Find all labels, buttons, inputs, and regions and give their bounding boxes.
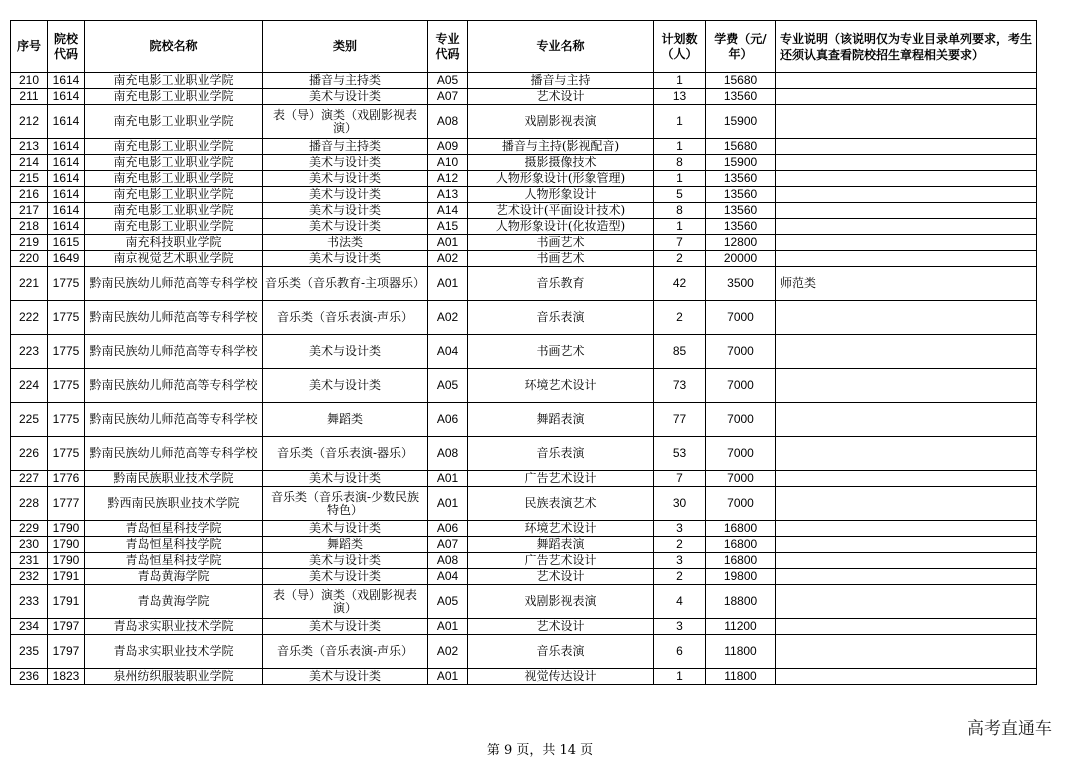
school-name-cell: 黔南民族幼儿师范高等专科学校	[85, 301, 263, 335]
major-code-cell: A15	[428, 219, 468, 235]
header-plan-count: 计划数（人）	[654, 21, 706, 73]
school-code-cell: 1614	[48, 155, 85, 171]
major-note-cell	[776, 89, 1037, 105]
table-row	[11, 619, 1037, 635]
category-cell: 美术与设计类	[263, 171, 428, 187]
school-code-cell: 1775	[48, 369, 85, 403]
table-row	[11, 471, 1037, 487]
table-row	[11, 203, 1037, 219]
major-note-cell	[776, 155, 1037, 171]
major-name-cell: 摄影摄像技术	[468, 155, 654, 171]
category-cell: 美术与设计类	[263, 471, 428, 487]
school-name-cell: 黔南民族职业技术学院	[85, 471, 263, 487]
table-row	[11, 235, 1037, 251]
serial-cell: 212	[11, 105, 48, 139]
major-name-cell: 人物形象设计(形象管理)	[468, 171, 654, 187]
major-code-cell: A01	[428, 487, 468, 521]
category-cell: 表（导）演类（戏剧影视表演）	[263, 585, 428, 619]
major-name-cell: 播音与主持(影视配音)	[468, 139, 654, 155]
school-name-cell: 南充电影工业职业学院	[85, 203, 263, 219]
plan-count-cell: 42	[654, 267, 706, 301]
school-name-cell: 黔南民族幼儿师范高等专科学校	[85, 369, 263, 403]
serial-cell: 229	[11, 521, 48, 537]
table-row	[11, 219, 1037, 235]
major-note-cell	[776, 619, 1037, 635]
serial-cell: 221	[11, 267, 48, 301]
major-name-cell: 音乐表演	[468, 301, 654, 335]
major-name-cell: 播音与主持	[468, 73, 654, 89]
major-note-cell	[776, 171, 1037, 187]
school-code-cell: 1614	[48, 89, 85, 105]
category-cell: 音乐类（音乐表演-声乐）	[263, 301, 428, 335]
brand-watermark: 高考直通车	[967, 719, 1052, 739]
serial-cell: 218	[11, 219, 48, 235]
major-name-cell: 广告艺术设计	[468, 471, 654, 487]
tuition-cell: 15680	[706, 139, 776, 155]
table-body	[11, 73, 1037, 685]
major-note-cell	[776, 585, 1037, 619]
major-code-cell: A01	[428, 669, 468, 685]
category-cell: 播音与主持类	[263, 139, 428, 155]
major-name-cell: 音乐表演	[468, 437, 654, 471]
table-row	[11, 403, 1037, 437]
plan-count-cell: 2	[654, 251, 706, 267]
major-note-cell	[776, 235, 1037, 251]
major-code-cell: A02	[428, 301, 468, 335]
school-name-cell: 黔南民族幼儿师范高等专科学校	[85, 335, 263, 369]
serial-cell: 232	[11, 569, 48, 585]
major-code-cell: A01	[428, 267, 468, 301]
major-note-cell	[776, 569, 1037, 585]
plan-count-cell: 2	[654, 537, 706, 553]
major-code-cell: A06	[428, 403, 468, 437]
school-code-cell: 1797	[48, 619, 85, 635]
major-code-cell: A08	[428, 553, 468, 569]
major-name-cell: 书画艺术	[468, 235, 654, 251]
tuition-cell: 15900	[706, 105, 776, 139]
school-name-cell: 青岛求实职业技术学院	[85, 619, 263, 635]
school-name-cell: 黔南民族幼儿师范高等专科学校	[85, 403, 263, 437]
tuition-cell: 13560	[706, 219, 776, 235]
tuition-cell: 16800	[706, 537, 776, 553]
school-code-cell: 1649	[48, 251, 85, 267]
school-name-cell: 南京视觉艺术职业学院	[85, 251, 263, 267]
major-code-cell: A01	[428, 471, 468, 487]
category-cell: 美术与设计类	[263, 219, 428, 235]
major-name-cell: 艺术设计	[468, 569, 654, 585]
header-serial: 序号	[11, 21, 48, 73]
school-code-cell: 1614	[48, 187, 85, 203]
plan-count-cell: 85	[654, 335, 706, 369]
school-code-cell: 1614	[48, 105, 85, 139]
serial-cell: 220	[11, 251, 48, 267]
major-note-cell	[776, 471, 1037, 487]
major-name-cell: 戏剧影视表演	[468, 585, 654, 619]
serial-cell: 224	[11, 369, 48, 403]
serial-cell: 210	[11, 73, 48, 89]
major-note-cell	[776, 537, 1037, 553]
serial-cell: 214	[11, 155, 48, 171]
school-name-cell: 青岛恒星科技学院	[85, 537, 263, 553]
header-major-code: 专业代码	[428, 21, 468, 73]
table-row	[11, 569, 1037, 585]
school-code-cell: 1791	[48, 569, 85, 585]
category-cell: 美术与设计类	[263, 521, 428, 537]
major-note-cell	[776, 369, 1037, 403]
table-row	[11, 171, 1037, 187]
category-cell: 播音与主持类	[263, 73, 428, 89]
serial-cell: 231	[11, 553, 48, 569]
table-row	[11, 301, 1037, 335]
plan-count-cell: 1	[654, 139, 706, 155]
plan-count-cell: 30	[654, 487, 706, 521]
serial-cell: 223	[11, 335, 48, 369]
plan-count-cell: 2	[654, 569, 706, 585]
school-code-cell: 1775	[48, 335, 85, 369]
major-code-cell: A02	[428, 251, 468, 267]
major-name-cell: 艺术设计	[468, 89, 654, 105]
plan-count-cell: 1	[654, 171, 706, 187]
major-note-cell	[776, 301, 1037, 335]
serial-cell: 227	[11, 471, 48, 487]
table-row	[11, 553, 1037, 569]
category-cell: 美术与设计类	[263, 203, 428, 219]
school-code-cell: 1777	[48, 487, 85, 521]
tuition-cell: 7000	[706, 487, 776, 521]
plan-count-cell: 5	[654, 187, 706, 203]
tuition-cell: 18800	[706, 585, 776, 619]
school-name-cell: 青岛求实职业技术学院	[85, 635, 263, 669]
table-row	[11, 251, 1037, 267]
school-code-cell: 1614	[48, 203, 85, 219]
major-code-cell: A07	[428, 537, 468, 553]
major-note-cell	[776, 203, 1037, 219]
serial-cell: 216	[11, 187, 48, 203]
tuition-cell: 15900	[706, 155, 776, 171]
tuition-cell: 15680	[706, 73, 776, 89]
table-row	[11, 585, 1037, 619]
tuition-cell: 11200	[706, 619, 776, 635]
header-category: 类别	[263, 21, 428, 73]
tuition-cell: 13560	[706, 203, 776, 219]
school-code-cell: 1614	[48, 73, 85, 89]
category-cell: 美术与设计类	[263, 187, 428, 203]
school-code-cell: 1823	[48, 669, 85, 685]
school-name-cell: 南充电影工业职业学院	[85, 105, 263, 139]
serial-cell: 219	[11, 235, 48, 251]
plan-count-cell: 8	[654, 155, 706, 171]
major-code-cell: A05	[428, 369, 468, 403]
tuition-cell: 16800	[706, 521, 776, 537]
school-code-cell: 1614	[48, 171, 85, 187]
major-name-cell: 舞蹈表演	[468, 537, 654, 553]
serial-cell: 230	[11, 537, 48, 553]
major-code-cell: A01	[428, 619, 468, 635]
serial-cell: 236	[11, 669, 48, 685]
major-note-cell	[776, 219, 1037, 235]
plan-count-cell: 1	[654, 219, 706, 235]
category-cell: 表（导）演类（戏剧影视表演）	[263, 105, 428, 139]
major-note-cell	[776, 105, 1037, 139]
plan-count-cell: 73	[654, 369, 706, 403]
major-name-cell: 环境艺术设计	[468, 369, 654, 403]
major-code-cell: A08	[428, 437, 468, 471]
tuition-cell: 7000	[706, 471, 776, 487]
admission-plan-table	[10, 20, 1037, 685]
major-code-cell: A06	[428, 521, 468, 537]
table-row	[11, 155, 1037, 171]
serial-cell: 225	[11, 403, 48, 437]
major-code-cell: A13	[428, 187, 468, 203]
school-name-cell: 南充电影工业职业学院	[85, 171, 263, 187]
major-name-cell: 书画艺术	[468, 251, 654, 267]
plan-count-cell: 1	[654, 105, 706, 139]
category-cell: 美术与设计类	[263, 251, 428, 267]
tuition-cell: 11800	[706, 635, 776, 669]
table-row	[11, 669, 1037, 685]
major-name-cell: 音乐表演	[468, 635, 654, 669]
major-name-cell: 民族表演艺术	[468, 487, 654, 521]
plan-count-cell: 3	[654, 553, 706, 569]
major-note-cell	[776, 635, 1037, 669]
category-cell: 美术与设计类	[263, 619, 428, 635]
table-row	[11, 89, 1037, 105]
plan-count-cell: 1	[654, 669, 706, 685]
category-cell: 音乐类（音乐表演-声乐）	[263, 635, 428, 669]
major-note-cell	[776, 187, 1037, 203]
major-note-cell	[776, 553, 1037, 569]
table-row	[11, 487, 1037, 521]
table-row	[11, 73, 1037, 89]
major-code-cell: A04	[428, 569, 468, 585]
plan-count-cell: 3	[654, 521, 706, 537]
category-cell: 美术与设计类	[263, 89, 428, 105]
school-code-cell: 1791	[48, 585, 85, 619]
serial-cell: 213	[11, 139, 48, 155]
category-cell: 音乐类（音乐表演-器乐）	[263, 437, 428, 471]
major-code-cell: A05	[428, 585, 468, 619]
tuition-cell: 13560	[706, 187, 776, 203]
major-note-cell: 师范类	[776, 267, 1037, 301]
serial-cell: 222	[11, 301, 48, 335]
school-code-cell: 1614	[48, 139, 85, 155]
serial-cell: 234	[11, 619, 48, 635]
serial-cell: 215	[11, 171, 48, 187]
major-note-cell	[776, 669, 1037, 685]
major-name-cell: 书画艺术	[468, 335, 654, 369]
category-cell: 美术与设计类	[263, 669, 428, 685]
serial-cell: 233	[11, 585, 48, 619]
table-row	[11, 187, 1037, 203]
plan-count-cell: 13	[654, 89, 706, 105]
major-name-cell: 戏剧影视表演	[468, 105, 654, 139]
major-note-cell	[776, 521, 1037, 537]
table-row	[11, 335, 1037, 369]
major-code-cell: A08	[428, 105, 468, 139]
tuition-cell: 7000	[706, 335, 776, 369]
tuition-cell: 11800	[706, 669, 776, 685]
major-note-cell	[776, 487, 1037, 521]
major-name-cell: 人物形象设计(化妆造型)	[468, 219, 654, 235]
category-cell: 美术与设计类	[263, 335, 428, 369]
plan-count-cell: 4	[654, 585, 706, 619]
school-code-cell: 1614	[48, 219, 85, 235]
table-row	[11, 521, 1037, 537]
category-cell: 美术与设计类	[263, 155, 428, 171]
table-header-row	[11, 21, 1037, 73]
major-note-cell	[776, 403, 1037, 437]
serial-cell: 226	[11, 437, 48, 471]
school-name-cell: 黔南民族幼儿师范高等专科学校	[85, 267, 263, 301]
plan-count-cell: 7	[654, 235, 706, 251]
major-code-cell: A09	[428, 139, 468, 155]
school-code-cell: 1775	[48, 403, 85, 437]
category-cell: 音乐类（音乐表演-少数民族特色）	[263, 487, 428, 521]
tuition-cell: 16800	[706, 553, 776, 569]
category-cell: 舞蹈类	[263, 403, 428, 437]
major-code-cell: A02	[428, 635, 468, 669]
major-code-cell: A12	[428, 171, 468, 187]
serial-cell: 217	[11, 203, 48, 219]
major-name-cell: 艺术设计(平面设计技术)	[468, 203, 654, 219]
major-code-cell: A14	[428, 203, 468, 219]
plan-count-cell: 3	[654, 619, 706, 635]
major-name-cell: 舞蹈表演	[468, 403, 654, 437]
school-name-cell: 青岛恒星科技学院	[85, 521, 263, 537]
school-name-cell: 青岛恒星科技学院	[85, 553, 263, 569]
major-note-cell	[776, 139, 1037, 155]
tuition-cell: 12800	[706, 235, 776, 251]
tuition-cell: 13560	[706, 89, 776, 105]
school-name-cell: 南充电影工业职业学院	[85, 219, 263, 235]
school-code-cell: 1615	[48, 235, 85, 251]
table-row	[11, 139, 1037, 155]
major-code-cell: A05	[428, 73, 468, 89]
tuition-cell: 7000	[706, 369, 776, 403]
tuition-cell: 3500	[706, 267, 776, 301]
school-code-cell: 1797	[48, 635, 85, 669]
school-name-cell: 泉州纺织服装职业学院	[85, 669, 263, 685]
major-name-cell: 音乐教育	[468, 267, 654, 301]
major-code-cell: A10	[428, 155, 468, 171]
category-cell: 书法类	[263, 235, 428, 251]
major-name-cell: 艺术设计	[468, 619, 654, 635]
header-school-name: 院校名称	[85, 21, 263, 73]
school-code-cell: 1790	[48, 537, 85, 553]
plan-count-cell: 77	[654, 403, 706, 437]
school-name-cell: 南充电影工业职业学院	[85, 155, 263, 171]
tuition-cell: 7000	[706, 403, 776, 437]
plan-count-cell: 2	[654, 301, 706, 335]
plan-count-cell: 53	[654, 437, 706, 471]
school-code-cell: 1775	[48, 301, 85, 335]
category-cell: 音乐类（音乐教育-主项器乐）	[263, 267, 428, 301]
major-name-cell: 视觉传达设计	[468, 669, 654, 685]
category-cell: 舞蹈类	[263, 537, 428, 553]
plan-count-cell: 6	[654, 635, 706, 669]
serial-cell: 211	[11, 89, 48, 105]
school-name-cell: 青岛黄海学院	[85, 569, 263, 585]
major-note-cell	[776, 251, 1037, 267]
major-note-cell	[776, 437, 1037, 471]
school-name-cell: 南充电影工业职业学院	[85, 89, 263, 105]
table-row	[11, 369, 1037, 403]
major-code-cell: A01	[428, 235, 468, 251]
school-code-cell: 1775	[48, 437, 85, 471]
school-name-cell: 南充科技职业学院	[85, 235, 263, 251]
tuition-cell: 20000	[706, 251, 776, 267]
major-note-cell	[776, 335, 1037, 369]
tuition-cell: 7000	[706, 301, 776, 335]
category-cell: 美术与设计类	[263, 553, 428, 569]
header-major-note: 专业说明（该说明仅为专业目录单列要求，考生还须认真查看院校招生章程相关要求）	[776, 21, 1037, 73]
school-name-cell: 黔南民族幼儿师范高等专科学校	[85, 437, 263, 471]
major-name-cell: 环境艺术设计	[468, 521, 654, 537]
plan-count-cell: 8	[654, 203, 706, 219]
table-row	[11, 267, 1037, 301]
table-row	[11, 537, 1037, 553]
page-number: 第 9 页，共 14 页	[486, 743, 594, 758]
plan-count-cell: 7	[654, 471, 706, 487]
school-name-cell: 南充电影工业职业学院	[85, 187, 263, 203]
header-major-name: 专业名称	[468, 21, 654, 73]
school-name-cell: 黔西南民族职业技术学院	[85, 487, 263, 521]
school-code-cell: 1776	[48, 471, 85, 487]
major-code-cell: A07	[428, 89, 468, 105]
major-code-cell: A04	[428, 335, 468, 369]
plan-count-cell: 1	[654, 73, 706, 89]
tuition-cell: 13560	[706, 171, 776, 187]
major-name-cell: 人物形象设计	[468, 187, 654, 203]
school-code-cell: 1775	[48, 267, 85, 301]
major-note-cell	[776, 73, 1037, 89]
header-tuition: 学费（元/年）	[706, 21, 776, 73]
table-row	[11, 105, 1037, 139]
school-name-cell: 南充电影工业职业学院	[85, 139, 263, 155]
school-code-cell: 1790	[48, 521, 85, 537]
category-cell: 美术与设计类	[263, 569, 428, 585]
serial-cell: 235	[11, 635, 48, 669]
school-code-cell: 1790	[48, 553, 85, 569]
school-name-cell: 青岛黄海学院	[85, 585, 263, 619]
category-cell: 美术与设计类	[263, 369, 428, 403]
header-school-code: 院校代码	[48, 21, 85, 73]
table-row	[11, 635, 1037, 669]
tuition-cell: 7000	[706, 437, 776, 471]
serial-cell: 228	[11, 487, 48, 521]
table-row	[11, 437, 1037, 471]
major-name-cell: 广告艺术设计	[468, 553, 654, 569]
tuition-cell: 19800	[706, 569, 776, 585]
school-name-cell: 南充电影工业职业学院	[85, 73, 263, 89]
